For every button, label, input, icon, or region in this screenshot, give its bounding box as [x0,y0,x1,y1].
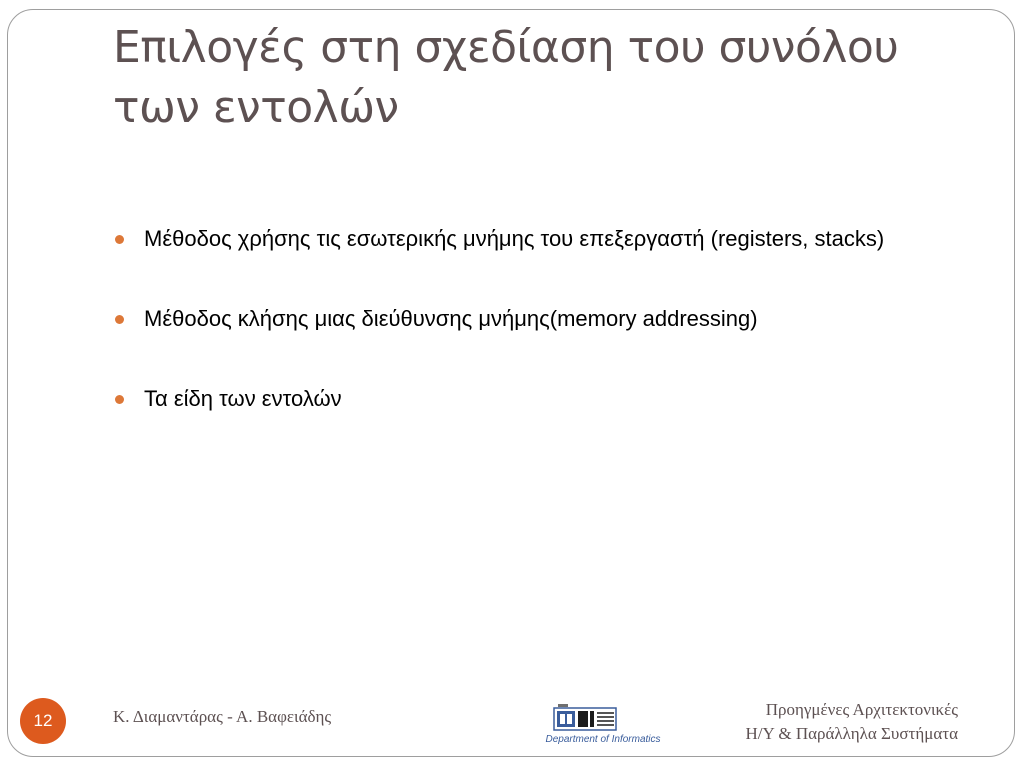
department-logo-icon [524,698,680,746]
logo-text: Department of Informatics [545,734,661,745]
page-number-badge: 12 [20,698,66,744]
bullet-text: Μέθοδος κλήσης μιας διεύθυνσης μνήμης(memory addressing) [144,306,758,331]
footer-course-line1: Προηγμένες Αρχιτεκτονικές [765,700,958,719]
bullet-item [113,302,953,336]
bullet-dot-icon [115,315,124,324]
footer-authors: Κ. Διαμαντάρας - Α. Βαφειάδης [113,707,332,726]
bullet-dot-icon [115,235,124,244]
slide-title: Επιλογές στη σχεδίαση του συνόλου των εντολών [113,22,899,133]
bullet-text: Τα είδη των εντολών [144,386,342,411]
footer-course-line2: Η/Υ & Παράλληλα Συστήματα [745,724,958,743]
bullet-list [113,222,953,462]
bullet-text: Μέθοδος χρήσης τις εσωτερικής μνήμης του επεξεργαστή (registers, stacks) [144,226,885,251]
bullet-item [113,382,953,416]
bullet-dot-icon [115,395,124,404]
footer-course [745,698,958,746]
bullet-item [113,222,953,256]
